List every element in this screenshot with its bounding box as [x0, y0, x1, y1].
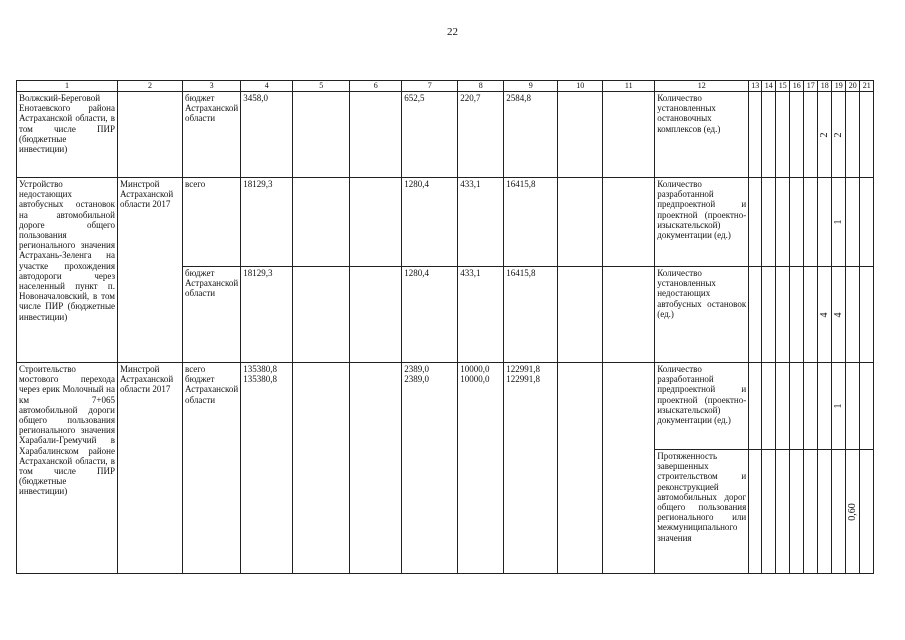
indicator-cell: Количество установленных остановочных комплексов (ед.) — [655, 92, 749, 178]
indicator-value: 2 — [818, 132, 830, 137]
empty-cell — [804, 92, 818, 178]
empty-cell — [846, 267, 860, 363]
indicator-value: 0,60 — [846, 502, 858, 521]
empty-cell — [762, 92, 776, 178]
empty-cell — [860, 178, 874, 267]
empty-cell — [350, 267, 402, 363]
empty-cell — [749, 363, 762, 450]
empty-cell — [293, 267, 350, 363]
indicator-value: 4 — [818, 312, 830, 317]
executor-cell — [118, 92, 183, 178]
column-header: 12 — [655, 81, 749, 92]
indicator-value: 1 — [832, 219, 844, 225]
empty-cell — [776, 450, 790, 574]
page-number: 22 — [447, 26, 458, 38]
empty-cell — [749, 267, 762, 363]
year-value: 2389,0 — [404, 364, 429, 374]
funding-source-cell: бюджет Астраханской области — [183, 267, 241, 363]
empty-cell — [762, 450, 776, 574]
empty-cell — [749, 92, 762, 178]
empty-cell — [350, 363, 402, 574]
empty-cell — [603, 178, 655, 267]
column-header: 19 — [832, 81, 846, 92]
column-header: 13 — [749, 81, 762, 92]
total-cell: 18129,3 — [241, 267, 293, 363]
column-header: 21 — [860, 81, 874, 92]
total-value: 135380,8 — [243, 364, 277, 374]
year-value: 10000,0 — [460, 374, 490, 385]
indicator-cell: Количество разработанной предпроектной и проектной (проектно-изыскательской) документации (ед.) — [655, 178, 749, 267]
table-row — [17, 92, 874, 178]
empty-cell — [603, 267, 655, 363]
funding-source-budget: бюджет Астраханской области — [185, 374, 239, 405]
indicator-cell: Протяженность завершенных строительством и реконструкцией автомобильных дорог общего пользования регионального или межмуниципального значения — [655, 450, 749, 574]
column-header: 3 — [183, 81, 241, 92]
total-value: 135380,8 — [243, 374, 277, 385]
indicator-value-cell — [818, 267, 832, 363]
empty-cell — [293, 363, 350, 574]
empty-cell — [558, 267, 603, 363]
total-cell: 3458,0 — [241, 92, 293, 178]
empty-cell — [762, 363, 776, 450]
year-value-cell — [458, 363, 504, 574]
empty-cell — [762, 267, 776, 363]
column-header: 16 — [790, 81, 804, 92]
total-cell: 18129,3 — [241, 178, 293, 267]
year-value-cell: 652,5 — [402, 92, 458, 178]
program-table — [16, 80, 874, 574]
column-header: 8 — [458, 81, 504, 92]
event-name-cell: Устройство недостающих автобусных остановок на автомобильной дороге общего пользования регионального значения Астрахань-Зеленга на участке прохождения автодороги через населенный пункт п. Новоначаловский, в том числе ПИР (бюджетные инвестиции) — [17, 178, 118, 363]
empty-cell — [762, 178, 776, 267]
column-header: 7 — [402, 81, 458, 92]
column-header: 2 — [118, 81, 183, 92]
empty-cell — [558, 92, 603, 178]
column-header: 5 — [293, 81, 350, 92]
column-number-row — [17, 81, 874, 92]
empty-cell — [603, 363, 655, 574]
empty-cell — [818, 450, 832, 574]
column-header: 4 — [241, 81, 293, 92]
indicator-cell: Количество установленных недостающих автобусных остановок (ед.) — [655, 267, 749, 363]
empty-cell — [804, 178, 818, 267]
year-value: 10000,0 — [460, 364, 490, 374]
indicator-value-cell — [818, 92, 832, 178]
empty-cell — [776, 363, 790, 450]
empty-cell — [860, 92, 874, 178]
empty-cell — [790, 363, 804, 450]
empty-cell — [790, 450, 804, 574]
indicator-value: 4 — [832, 312, 844, 317]
indicator-value: 2 — [832, 132, 844, 137]
empty-cell — [846, 178, 860, 267]
indicator-cell: Количество разработанной предпроектной и проектной (проектно-изыскательской) документации (ед.) — [655, 363, 749, 450]
indicator-value-cell — [832, 92, 846, 178]
funding-source-total: всего — [185, 364, 206, 374]
year-value-cell: 16415,8 — [504, 178, 558, 267]
year-value-cell: 1280,4 — [402, 178, 458, 267]
column-header: 17 — [804, 81, 818, 92]
column-header: 10 — [558, 81, 603, 92]
empty-cell — [776, 267, 790, 363]
year-value-cell: 1280,4 — [402, 267, 458, 363]
total-cell — [241, 363, 293, 574]
empty-cell — [558, 178, 603, 267]
indicator-value-cell — [832, 267, 846, 363]
empty-cell — [749, 178, 762, 267]
event-name-cell: Строительство мостового перехода через ерик Молочный на км 7+065 автомобильной дороги общего пользования регионального значения Харабали-Гремучий в Харабалинском районе Астраханской области, в том числе ПИР (бюджетные инвестиции) — [17, 363, 118, 574]
year-value: 2389,0 — [404, 374, 429, 385]
empty-cell — [776, 92, 790, 178]
indicator-value-cell — [832, 363, 846, 450]
year-value-cell: 220,7 — [458, 92, 504, 178]
event-name-cell: Волжский-Береговой Енотаевского района Астраханской области, в том числе ПИР (бюджетные инвестиции) — [17, 92, 118, 178]
column-header: 11 — [603, 81, 655, 92]
empty-cell — [860, 450, 874, 574]
empty-cell — [350, 92, 402, 178]
empty-cell — [558, 363, 603, 574]
empty-cell — [749, 450, 762, 574]
empty-cell — [790, 267, 804, 363]
empty-cell — [860, 267, 874, 363]
empty-cell — [350, 178, 402, 267]
empty-cell — [804, 363, 818, 450]
empty-cell — [776, 178, 790, 267]
empty-cell — [832, 450, 846, 574]
funding-source-cell: всего — [183, 178, 241, 267]
empty-cell — [293, 178, 350, 267]
executor-cell: Минстрой Астраханской области 2017 — [118, 178, 183, 363]
empty-cell — [846, 363, 860, 450]
year-value-cell: 16415,8 — [504, 267, 558, 363]
year-value-cell: 2584,8 — [504, 92, 558, 178]
indicator-value-cell — [832, 178, 846, 267]
table-row — [17, 178, 874, 267]
column-header: 1 — [17, 81, 118, 92]
year-value: 122991,8 — [506, 374, 540, 385]
year-value: 122991,8 — [506, 364, 540, 374]
year-value-cell — [402, 363, 458, 574]
table-row — [17, 363, 874, 450]
empty-cell — [846, 92, 860, 178]
empty-cell — [818, 178, 832, 267]
executor-cell: Минстрой Астраханской области 2017 — [118, 363, 183, 574]
column-header: 6 — [350, 81, 402, 92]
funding-source-cell — [183, 363, 241, 574]
year-value-cell: 433,1 — [458, 178, 504, 267]
column-header: 18 — [818, 81, 832, 92]
year-value-cell: 433,1 — [458, 267, 504, 363]
funding-source-cell: бюджет Астраханской области — [183, 92, 241, 178]
empty-cell — [603, 92, 655, 178]
empty-cell — [293, 92, 350, 178]
empty-cell — [790, 92, 804, 178]
column-header: 20 — [846, 81, 860, 92]
indicator-value-cell — [846, 450, 860, 574]
empty-cell — [818, 363, 832, 450]
empty-cell — [790, 178, 804, 267]
column-header: 9 — [504, 81, 558, 92]
empty-cell — [804, 450, 818, 574]
column-header: 14 — [762, 81, 776, 92]
indicator-value: 1 — [832, 403, 844, 409]
empty-cell — [860, 363, 874, 450]
column-header: 15 — [776, 81, 790, 92]
year-value-cell — [504, 363, 558, 574]
empty-cell — [804, 267, 818, 363]
